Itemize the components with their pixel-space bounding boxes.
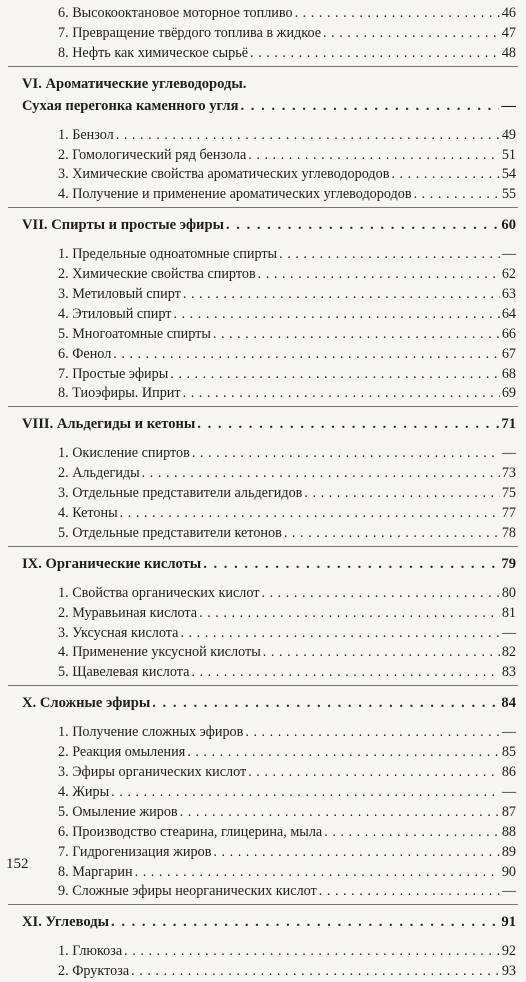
dot-leader — [187, 743, 500, 763]
toc-entry — [0, 484, 526, 504]
page-ref: — — [501, 624, 516, 641]
dot-leader — [183, 384, 500, 404]
page-ref: — — [501, 724, 516, 741]
page-ref: 75 — [501, 485, 516, 502]
section-divider — [8, 406, 518, 407]
page-ref: 81 — [501, 604, 516, 621]
dot-leader — [319, 882, 500, 902]
toc-entry — [0, 942, 526, 962]
entry-title: 7. Гидрогенизация жиров — [58, 843, 212, 860]
entry-title: 4. Кетоны — [58, 505, 118, 522]
toc-section-heading — [0, 73, 526, 95]
section-divider — [8, 904, 518, 905]
dot-leader — [111, 911, 499, 933]
entry-title: 1. Получение сложных эфиров — [58, 724, 244, 741]
toc-section-heading — [0, 95, 526, 117]
toc-entry — [0, 624, 526, 644]
dot-leader — [323, 24, 500, 44]
toc-entry — [0, 803, 526, 823]
page-ref: 93 — [501, 963, 516, 980]
dot-leader — [180, 624, 499, 644]
toc-entry — [0, 4, 526, 24]
dot-leader — [241, 95, 500, 117]
page-ref: 82 — [501, 644, 516, 661]
toc-entry — [0, 763, 526, 783]
toc-entry — [0, 185, 526, 205]
toc-entry — [0, 44, 526, 64]
page-ref: 46 — [501, 5, 516, 21]
toc-entry — [0, 504, 526, 524]
page-number: 152 — [6, 856, 29, 872]
entry-title: 9. Сложные эфиры неорганических кислот — [58, 883, 317, 900]
toc-entry — [0, 126, 526, 146]
page-ref: 87 — [501, 803, 516, 820]
toc-entry — [0, 663, 526, 683]
page-ref: — — [501, 883, 516, 900]
dot-leader — [213, 325, 500, 345]
page-ref: 88 — [501, 823, 516, 840]
page-ref: 54 — [501, 166, 516, 183]
dot-leader — [180, 803, 500, 823]
toc-entry — [0, 384, 526, 404]
toc-entry — [0, 743, 526, 763]
entry-title: 4. Жиры — [58, 783, 110, 800]
page-ref: 62 — [501, 266, 516, 283]
dot-leader — [142, 464, 500, 484]
dot-leader — [173, 305, 499, 325]
entry-title: 2. Альдегиды — [58, 465, 140, 482]
entry-title: 8. Тиоэфиры. Иприт — [58, 385, 181, 402]
toc-entry — [0, 783, 526, 803]
entry-title: 1. Глюкоза — [58, 943, 123, 960]
dot-leader — [192, 444, 500, 464]
page-ref: — — [501, 97, 516, 114]
dot-leader — [250, 44, 500, 64]
entry-title: 5. Омыление жиров — [58, 803, 178, 820]
entry-title: 3. Отдельные представители альдегидов — [58, 485, 303, 502]
page-ref: 86 — [501, 764, 516, 781]
page-ref: 67 — [501, 345, 516, 362]
page-ref: 89 — [501, 843, 516, 860]
entry-title: 5. Отдельные представители кетонов — [58, 524, 282, 541]
section-divider — [8, 66, 518, 67]
page-ref: 69 — [501, 385, 516, 402]
toc-section-heading — [0, 553, 526, 575]
dot-leader — [191, 663, 499, 683]
entry-title: 2. Муравьиная кислота — [58, 604, 198, 621]
page-ref: 55 — [501, 186, 516, 203]
section-title: X. Сложные эфиры — [22, 695, 151, 712]
dot-leader — [113, 345, 500, 365]
entry-title: 4. Этиловый спирт — [58, 305, 172, 322]
dot-leader — [263, 643, 500, 663]
toc-entry — [0, 882, 526, 902]
entry-title: 2. Реакция омыления — [58, 744, 186, 761]
dot-leader — [124, 942, 500, 962]
page-ref: 66 — [501, 325, 516, 342]
entry-title: 3. Метиловый спирт — [58, 286, 181, 303]
dot-leader — [197, 413, 499, 435]
dot-leader — [245, 723, 499, 743]
section-title: VI. Ароматические углеводороды. — [22, 75, 247, 92]
section-title: VIII. Альдегиды и кетоны — [22, 416, 196, 433]
toc-entry — [0, 24, 526, 44]
entry-title: 1. Бензол — [58, 126, 114, 143]
entry-title: 2. Фруктоза — [58, 963, 130, 980]
entry-title: 7. Простые эфиры — [58, 365, 169, 382]
dot-leader — [199, 604, 500, 624]
toc-entry — [0, 863, 526, 883]
entry-title: 6. Производство стеарина, глицерина, мыла — [58, 823, 323, 840]
dot-leader — [304, 484, 499, 504]
toc-section-heading — [0, 911, 526, 933]
page-ref: 49 — [501, 126, 516, 143]
entry-title: 3. Эфиры органических кислот — [58, 764, 247, 781]
page-ref: 51 — [501, 146, 516, 163]
dot-leader — [414, 185, 500, 205]
dot-leader — [203, 553, 499, 575]
toc-entry — [0, 325, 526, 345]
toc-entry — [0, 643, 526, 663]
page-ref: 83 — [501, 664, 516, 681]
dot-leader — [183, 285, 500, 305]
page-ref: 80 — [501, 584, 516, 601]
entry-title: 3. Химические свойства ароматических углеводородов — [58, 166, 390, 183]
dot-leader — [248, 146, 500, 166]
entry-title: 7. Превращение твёрдого топлива в жидкое — [58, 24, 322, 41]
entry-title: 1. Предельные одноатомные спирты — [58, 246, 278, 263]
dot-leader — [111, 783, 500, 803]
page-ref: 92 — [501, 943, 516, 960]
toc-entry — [0, 245, 526, 265]
entry-title: 1. Окисление спиртов — [58, 445, 190, 462]
page-ref: 68 — [501, 365, 516, 382]
dot-leader — [120, 504, 500, 524]
page-ref: 78 — [501, 524, 516, 541]
page-ref: 63 — [501, 286, 516, 303]
toc-entry — [0, 305, 526, 325]
toc-entry — [0, 584, 526, 604]
page-ref: 84 — [501, 695, 516, 712]
page-ref: 64 — [501, 305, 516, 322]
toc-entry — [0, 962, 526, 982]
page-ref: 47 — [501, 24, 516, 41]
page-ref: 79 — [501, 555, 516, 572]
entry-title: 2. Химические свойства спиртов — [58, 266, 256, 283]
dot-leader — [152, 692, 499, 714]
dot-leader — [135, 863, 500, 883]
entry-title: 4. Применение уксусной кислоты — [58, 644, 261, 661]
dot-leader — [284, 524, 500, 544]
dot-leader — [261, 584, 499, 604]
toc-entry — [0, 464, 526, 484]
entry-title: 5. Многоатомные спирты — [58, 325, 211, 342]
page-ref: 71 — [501, 416, 516, 433]
entry-title: 6. Высокооктановое моторное топливо — [58, 5, 293, 21]
toc-section-heading — [0, 214, 526, 236]
entry-title: 2. Гомологический ряд бензола — [58, 146, 247, 163]
page-ref: — — [501, 445, 516, 462]
section-divider — [8, 685, 518, 686]
toc-entry — [0, 723, 526, 743]
toc-entry — [0, 345, 526, 365]
section-title: Сухая перегонка каменного угля — [22, 97, 239, 114]
entry-title: 4. Получение и применение ароматических углеводородов — [58, 186, 412, 203]
toc-section-heading — [0, 692, 526, 714]
page-ref: 73 — [501, 465, 516, 482]
page-ref: 85 — [501, 744, 516, 761]
dot-leader — [116, 126, 500, 146]
entry-title: 8. Нефть как химическое сырьё — [58, 44, 249, 61]
dot-leader — [279, 245, 500, 265]
entry-title: 3. Уксусная кислота — [58, 624, 179, 641]
section-title: VII. Спирты и простые эфиры — [22, 217, 224, 234]
section-divider — [8, 546, 518, 547]
page-ref: — — [501, 246, 516, 263]
dot-leader — [258, 265, 500, 285]
dot-leader — [248, 763, 500, 783]
entry-title: 6. Фенол — [58, 345, 112, 362]
toc-entry — [0, 823, 526, 843]
toc-entry — [0, 285, 526, 305]
dot-leader — [391, 165, 499, 185]
section-title: XI. Углеводы — [22, 914, 110, 931]
page-ref: 77 — [501, 505, 516, 522]
dot-leader — [226, 214, 499, 236]
entry-title: 1. Свойства органических кислот — [58, 584, 260, 601]
toc-entry — [0, 265, 526, 285]
page-ref: — — [501, 783, 516, 800]
toc-entry — [0, 444, 526, 464]
dot-leader — [131, 962, 500, 982]
entry-title: 5. Щавелевая кислота — [58, 664, 190, 681]
page-ref: 48 — [501, 44, 516, 61]
page-ref: 90 — [501, 863, 516, 880]
entry-title: 8. Маргарин — [58, 863, 133, 880]
toc-section-heading — [0, 413, 526, 435]
table-of-contents — [0, 4, 526, 982]
toc-entry — [0, 604, 526, 624]
section-title: IX. Органические кислоты — [22, 555, 202, 572]
toc-entry — [0, 524, 526, 544]
dot-leader — [324, 823, 500, 843]
dot-leader — [295, 4, 500, 24]
page-ref: 91 — [501, 914, 516, 931]
toc-entry — [0, 365, 526, 385]
dot-leader — [170, 365, 500, 385]
toc-entry — [0, 165, 526, 185]
section-divider — [8, 207, 518, 208]
dot-leader — [213, 843, 499, 863]
page-ref: 60 — [501, 217, 516, 234]
toc-entry — [0, 843, 526, 863]
toc-entry — [0, 146, 526, 166]
